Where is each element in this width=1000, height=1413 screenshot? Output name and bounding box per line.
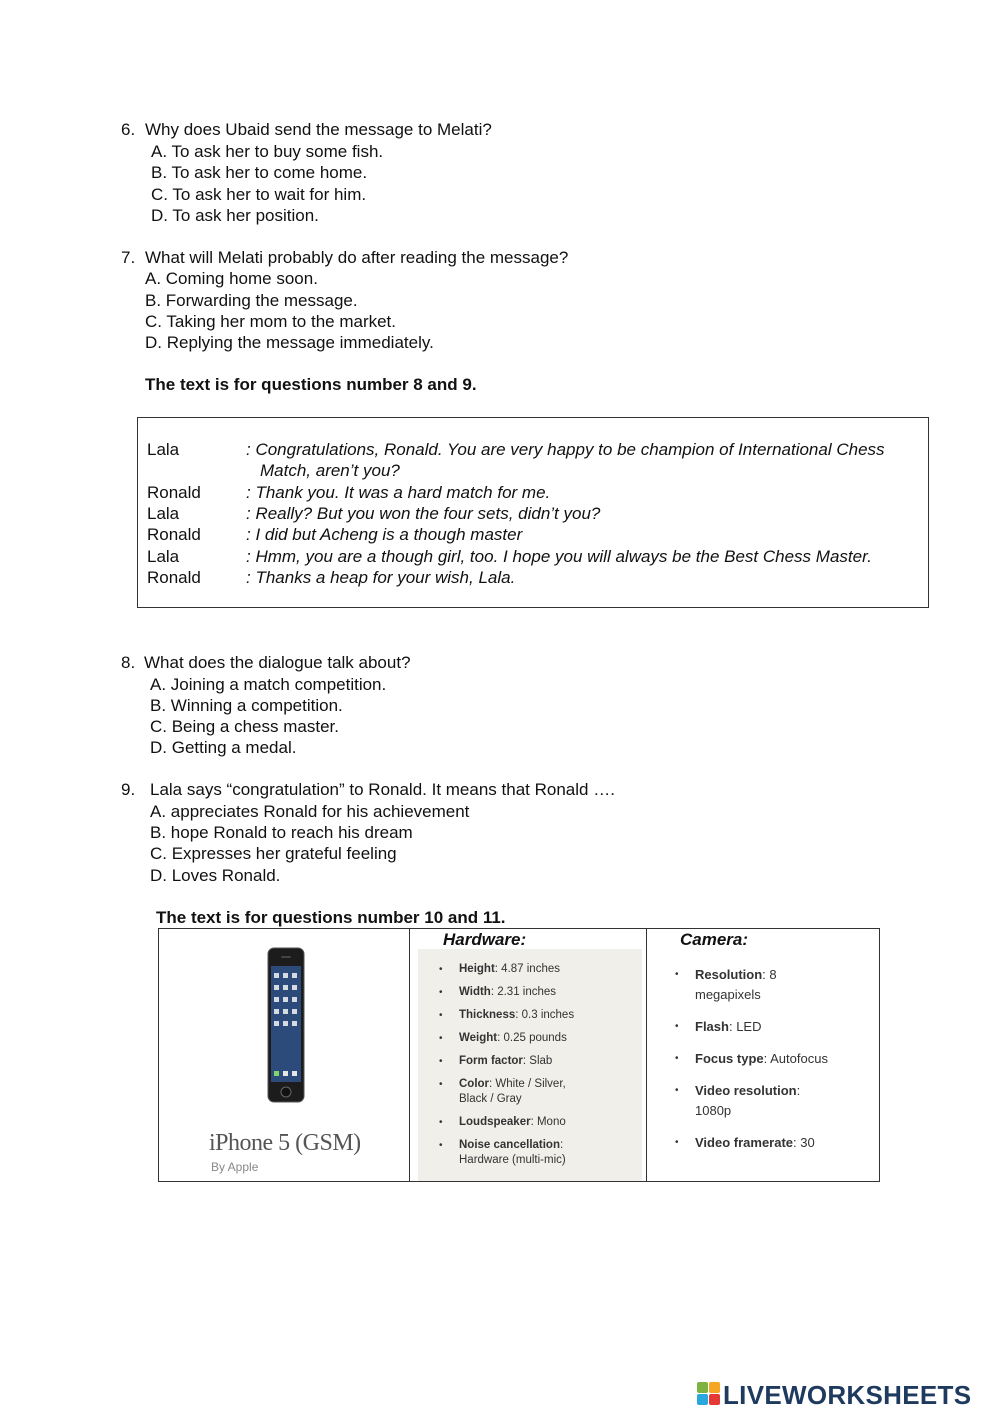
dialogue-line [147, 503, 927, 524]
camera-item: • Resolution: 8 megapixels [675, 967, 777, 1002]
section-heading-10-11: The text is for questions number 10 and 11. [156, 908, 506, 927]
camera-item: • Flash: LED [695, 1017, 761, 1037]
question-number: 6. [121, 120, 136, 139]
phone-brand: By Apple [211, 1160, 259, 1174]
option-b[interactable]: B. Forwarding the message. [145, 291, 358, 310]
hardware-item: • Weight: 0.25 pounds [439, 1032, 567, 1044]
dialogue-line [147, 567, 927, 588]
camera-heading: Camera: [680, 930, 749, 949]
option-c[interactable]: C. Being a chess master. [150, 717, 339, 736]
phone-spec-table [158, 928, 880, 1182]
hardware-item: • Thickness: 0.3 inches [439, 1009, 575, 1021]
liveworksheets-logo-text: LIVEWORKSHEETS [723, 1380, 972, 1410]
question-text: What will Melati probably do after reading the message? [145, 248, 569, 267]
question-number: 7. [121, 248, 136, 267]
hardware-item: • Loudspeaker: Mono [439, 1116, 566, 1128]
camera-item: • Video resolution: 1080p [675, 1083, 801, 1118]
dialogue-text: : Thank you. It was a hard match for me. [246, 483, 551, 502]
bullet-icon: • [675, 969, 679, 980]
option-a[interactable]: A. Joining a match competition. [150, 675, 387, 694]
column-divider [409, 929, 410, 1181]
dialogue-line [147, 546, 927, 567]
liveworksheets-logo-icon [697, 1382, 721, 1408]
option-c[interactable]: C. To ask her to wait for him. [151, 185, 367, 204]
dialogue-text: : Really? But you won the four sets, didn’t you? [246, 504, 601, 523]
question-text: Why does Ubaid send the message to Melati? [145, 120, 492, 139]
dialogue-text: : I did but Acheng is a though master [246, 525, 523, 544]
question-text: Lala says “congratulation” to Ronald. It means that Ronald …. [150, 780, 615, 799]
bullet-icon: • [675, 1137, 679, 1148]
option-a[interactable]: A. Coming home soon. [145, 269, 318, 288]
bullet-icon: • [439, 1010, 443, 1021]
column-divider [646, 929, 647, 1181]
bullet-icon: • [439, 964, 443, 975]
option-d[interactable]: D. Loves Ronald. [150, 866, 281, 885]
option-a[interactable]: A. To ask her to buy some fish. [151, 142, 384, 161]
hardware-heading: Hardware: [443, 930, 527, 949]
dialogue-line [147, 524, 927, 545]
iphone-image [267, 947, 305, 1103]
bullet-icon: • [439, 1079, 443, 1090]
option-d[interactable]: D. To ask her position. [151, 206, 319, 225]
speaker: Ronald [147, 483, 201, 502]
speaker: Lala [147, 547, 180, 566]
speaker: Ronald [147, 525, 201, 544]
bullet-icon: • [439, 1056, 443, 1067]
option-c[interactable]: C. Taking her mom to the market. [145, 312, 397, 331]
dialogue-line [147, 439, 927, 482]
hardware-item: • Form factor: Slab [439, 1055, 553, 1067]
option-b[interactable]: B. Winning a competition. [150, 696, 343, 715]
option-a[interactable]: A. appreciates Ronald for his achievement [150, 802, 470, 821]
section-heading-8-9: The text is for questions number 8 and 9. [145, 375, 477, 394]
dialogue-text: : Hmm, you are a though girl, too. I hope you will always be the Best Chess Master. [246, 547, 872, 566]
speaker: Lala [147, 440, 180, 459]
camera-item: • Video framerate: 30 [695, 1133, 815, 1153]
option-c[interactable]: C. Expresses her grateful feeling [150, 844, 397, 863]
camera-item: • Focus type: Autofocus [695, 1049, 828, 1069]
hardware-item: • Color: White / Silver, Black / Gray [439, 1078, 566, 1105]
dialogue-box [137, 417, 929, 608]
question-text: What does the dialogue talk about? [144, 653, 411, 672]
option-b[interactable]: B. hope Ronald to reach his dream [150, 823, 413, 842]
option-b[interactable]: B. To ask her to come home. [151, 163, 368, 182]
bullet-icon: • [675, 1085, 679, 1096]
hardware-item: • Noise cancellation: Hardware (multi-mic) [439, 1139, 566, 1166]
phone-name: iPhone 5 (GSM) [209, 1130, 361, 1156]
hardware-item: • Width: 2.31 inches [439, 986, 557, 998]
bullet-icon: • [439, 1117, 443, 1128]
dialogue-text-continued: Match, aren’t you? [260, 461, 400, 480]
bullet-icon: • [675, 1053, 679, 1064]
bullet-icon: • [439, 1140, 443, 1151]
dialogue-text: : Congratulations, Ronald. You are very happy to be champion of International Chess [246, 440, 885, 459]
bullet-icon: • [439, 987, 443, 998]
hardware-item: • Height: 4.87 inches [439, 963, 560, 975]
option-d[interactable]: D. Getting a medal. [150, 738, 297, 757]
question-number: 8. [121, 653, 136, 672]
option-d[interactable]: D. Replying the message immediately. [145, 333, 434, 352]
hardware-list [418, 949, 642, 1181]
bullet-icon: • [675, 1021, 679, 1032]
question-number: 9. [121, 780, 136, 799]
speaker: Ronald [147, 568, 201, 587]
speaker: Lala [147, 504, 180, 523]
dialogue-text: : Thanks a heap for your wish, Lala. [246, 568, 516, 587]
bullet-icon: • [439, 1033, 443, 1044]
dialogue-line [147, 482, 927, 503]
